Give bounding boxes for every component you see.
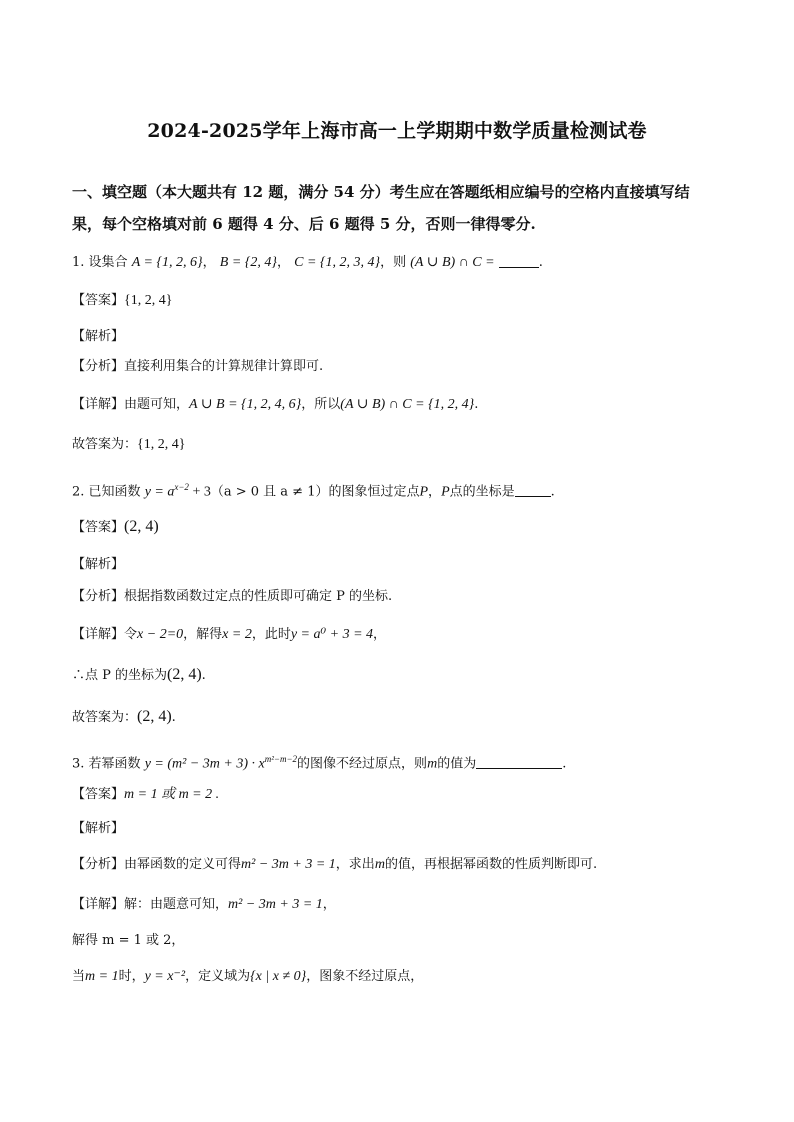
q2-fenxi-row (72, 586, 732, 608)
q3-case-row (72, 966, 732, 988)
q2-detail-a: 令 (124, 627, 138, 642)
q3-exponent: m²−m−2 (264, 754, 298, 764)
q2-exponent: x−2 (174, 482, 189, 492)
q3-m: m (427, 756, 438, 772)
q3-case-domain: {x | x ≠ 0} (250, 969, 307, 984)
q2-analysis-label: 【解析】 (72, 557, 125, 572)
q3-case-c: ，定义域为 (185, 969, 251, 984)
q3-blank (476, 754, 562, 769)
q1-set-b: B = {2, 4} (219, 255, 277, 270)
q3-func: y = (m² − 3m + 3) · x (144, 756, 265, 772)
q1-expression: (A ∪ B) ∩ C = (410, 255, 495, 270)
q2-final: (2, 4) (137, 708, 172, 725)
q1-final-row (72, 434, 732, 456)
section-instructions (72, 176, 732, 240)
q3-fenxi-m: m (374, 857, 385, 872)
q3-solve-row: 解得 m = 1 或 2， (72, 933, 185, 948)
q3-case-d: ，图象不经过原点， (306, 969, 424, 984)
q1-stem: 1. 设集合 A = {1, 2, 6}， B = {2, 4}， C = {1, 2, 3, 4}，则 (A ∪ B) ∩ C = . (72, 255, 543, 270)
q3-detail-b: ， (322, 897, 336, 912)
q2-detail-eq1: x − 2=0 (137, 627, 184, 642)
q3-detail-a: 解：由题意可知， (124, 897, 229, 912)
q2-detail-d: ， (373, 627, 387, 642)
q1-answer: {1, 2, 4} (124, 293, 173, 308)
q1-detail-mid: ，所以 (301, 397, 341, 412)
q3-detail-row (72, 894, 732, 916)
q2-text: 的图象恒过定点 (328, 484, 420, 500)
q2-fenxi: 根据指数函数过定点的性质即可确定 P 的坐标. (124, 589, 393, 604)
q2-detail-b: ，解得 (183, 627, 223, 642)
q2-func: y = a (144, 484, 175, 500)
page-title: 2024-2025学年上海市高一上学期期中数学质量检测试卷 (147, 120, 647, 142)
q3-text: 的图像不经过原点，则 (297, 756, 428, 772)
q1-analysis-label: 【解析】 (72, 329, 125, 344)
answer-label: 【答案】 (72, 520, 125, 535)
q1-fenxi: 直接利用集合的计算规律计算即可. (124, 359, 324, 374)
q2-answer-row (72, 516, 732, 539)
fenxi-label: 【分析】 (72, 857, 125, 872)
q2-stem: 2. 已知函数 $y = a^{x-2} + 3(a > 0$ 且 a ≠ 1）的图象恒过定点P，P点的坐标是 . (72, 482, 555, 500)
final-label: 故答案为： (72, 437, 138, 452)
q2-detail-row (72, 624, 732, 646)
q3-fenxi-c: 的值，再根据幂函数的性质判断即可. (384, 857, 598, 872)
q2-conclusion-value: (2, 4) (167, 666, 202, 683)
q2-detail-eq2: x = 2 (222, 627, 252, 642)
q2-answer: (2, 4) (124, 518, 159, 535)
q3-fenxi-b: ，求出 (335, 857, 375, 872)
q1-answer-row (72, 290, 732, 312)
fenxi-label: 【分析】 (72, 589, 125, 604)
q2-number: 2. 已知函数 (72, 484, 141, 500)
q3-number: 3. 若幂函数 (72, 756, 141, 772)
detail-label: 【详解】 (72, 627, 125, 642)
q2-conclusion-row: ∴点 P 的坐标为(2, 4). (72, 666, 206, 683)
q2-condition: （a > 0 且 a ≠ 1） (210, 484, 329, 500)
q1-fenxi-row (72, 356, 732, 378)
q2-detail-c: ，此时 (251, 627, 291, 642)
q1-set-c: C = {1, 2, 3, 4} (294, 255, 381, 270)
detail-label: 【详解】 (72, 897, 125, 912)
section-line-2: 果，每个空格填对前 6 题得 4 分、后 6 题得 5 分，否则一律得零分. (72, 215, 536, 233)
q1-set-a: A = {1, 2, 6} (131, 255, 203, 270)
answer-label: 【答案】 (72, 293, 125, 308)
q2-detail-eq3: y = a⁰ + 3 = 4 (290, 627, 374, 642)
q1-number: 1. 设集合 (72, 255, 128, 270)
q2-final-row: 故答案为：(2, 4). (72, 708, 176, 725)
q3-analysis-label: 【解析】 (72, 821, 125, 836)
q3-stem: 3. 若幂函数 $y = (m^2 - 3m + 3) \cdot x^{m^2-m-2}$的图像不经过原点，则m的值为 . (72, 754, 567, 772)
q1-detail-pre: 由题可知， (124, 397, 190, 412)
final-label: 故答案为： (72, 710, 138, 725)
q2-conclusion: ∴点 P 的坐标为 (72, 668, 168, 683)
q1-final: {1, 2, 4} (137, 437, 186, 452)
q3-answer: m = 1 或 m = 2 . (124, 787, 220, 802)
q3-answer-row (72, 784, 732, 806)
q2-comma: ， (428, 484, 442, 500)
q3-case-b: 时， (118, 969, 145, 984)
detail-label: 【详解】 (72, 397, 125, 412)
q3-detail-eq: m² − 3m + 3 = 1 (228, 897, 323, 912)
q3-case-a: 当 (72, 969, 86, 984)
q2-func-tail: + 3 (188, 484, 211, 500)
q2-text-3: 点的坐标是 (449, 484, 515, 500)
q1-detail-row: 【详解】由题可知，A ∪ B = {1, 2, 4, 6}，所以(A ∪ B) ∩ C = {1, 2, 4}. (72, 397, 479, 412)
q3-fenxi-eq: m² − 3m + 3 = 1 (241, 857, 336, 872)
q3-text-2: 的值为 (437, 756, 477, 772)
q2-blank (515, 482, 551, 497)
q2-point-p: P (419, 484, 429, 500)
q3-case-m: m = 1 (85, 969, 119, 984)
q1-detail-union: A ∪ B = {1, 2, 4, 6} (189, 397, 302, 412)
section-line-1: 一、填空题（本大题共有 12 题，满分 54 分）考生应在答题纸相应编号的空格内直接填写结 (72, 183, 690, 201)
q3-fenxi-row (72, 854, 732, 876)
q1-then: ，则 (380, 255, 407, 270)
q3-fenxi-a: 由幂函数的定义可得 (124, 857, 242, 872)
fenxi-label: 【分析】 (72, 359, 125, 374)
q1-detail-result: (A ∪ B) ∩ C = {1, 2, 4} (340, 397, 475, 412)
q2-point-p-2: P (441, 484, 450, 500)
q3-case-y: y = x⁻² (144, 969, 186, 984)
answer-label: 【答案】 (72, 787, 125, 802)
q1-blank (499, 253, 539, 268)
